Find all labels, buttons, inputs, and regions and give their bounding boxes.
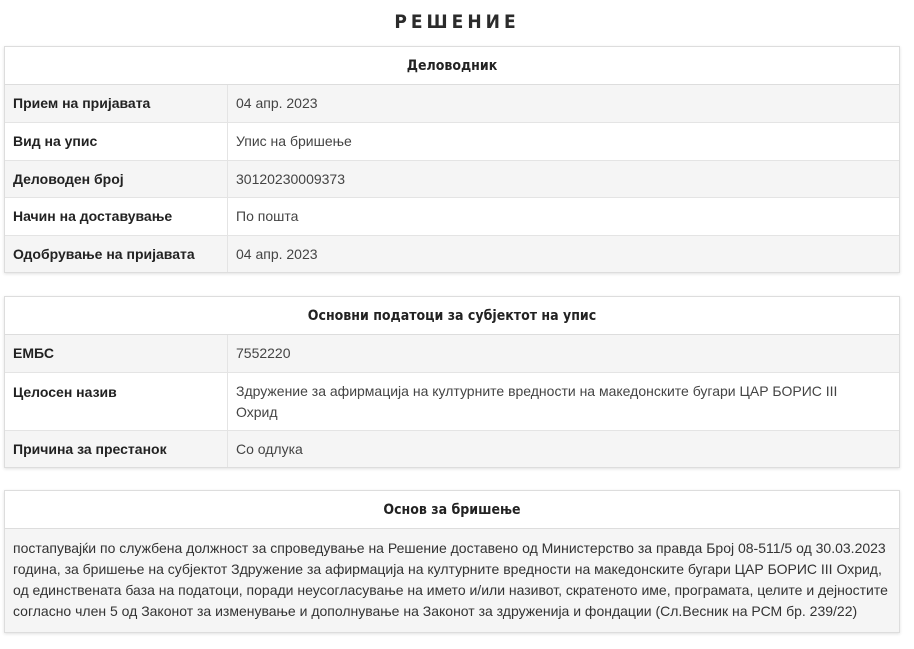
- row-label: Начин на доставување: [5, 197, 228, 235]
- table-row: [5, 197, 899, 235]
- entity-panel: [4, 296, 900, 468]
- row-value: 04 апр. 2023: [228, 235, 900, 272]
- row-value: Здружение за афирмација на културните вредности на македонските бугари ЦАР БОРИС III Охрид: [228, 372, 900, 430]
- row-label: Вид на упис: [5, 122, 228, 160]
- entity-heading: Основни податоци за субјектот на упис: [5, 297, 899, 335]
- table-row: [5, 372, 899, 430]
- row-value: 30120230009373: [228, 160, 900, 197]
- row-value: Со одлука: [228, 430, 900, 467]
- row-value: 7552220: [228, 335, 900, 372]
- row-value: По пошта: [228, 197, 900, 235]
- row-label: Одобрување на пријавата: [5, 235, 228, 272]
- row-label: Целосен назив: [5, 372, 228, 430]
- registry-heading: Деловодник: [5, 47, 899, 85]
- basis-heading: Основ за бришење: [5, 491, 899, 529]
- table-row: [5, 235, 899, 272]
- row-label: Деловоден број: [5, 160, 228, 197]
- registry-panel: [4, 46, 900, 273]
- registry-table: [5, 85, 899, 272]
- basis-text: постапувајќи по службена должност за спроведување на Решение доставено од Министерство за правда Број 08-511/5 од 30.03.2023 година, за бришење на субјектот Здружение за афирмација на културните вредности на македонските бугари ЦАР БОРИС III Охрид, од единствената база на податоци, поради неусогласување на името и/или називот, скратеното име, програмата, целите и дејностите согласно член 5 од Законот за изменување и дополнување на Законот за здруженија и фондации (Сл.Весник на РСМ бр. 239/22): [5, 529, 899, 632]
- row-label: Прием на пријавата: [5, 85, 228, 122]
- row-value: Упис на бришење: [228, 122, 900, 160]
- row-label: ЕМБС: [5, 335, 228, 372]
- page-title: РЕШЕНИЕ: [394, 11, 520, 33]
- table-row: [5, 160, 899, 197]
- entity-table: [5, 335, 899, 467]
- row-label: Причина за престанок: [5, 430, 228, 467]
- table-row: [5, 122, 899, 160]
- table-row: [5, 430, 899, 467]
- row-value: 04 апр. 2023: [228, 85, 900, 122]
- table-row: [5, 85, 899, 122]
- table-row: [5, 335, 899, 372]
- basis-panel: [4, 490, 900, 633]
